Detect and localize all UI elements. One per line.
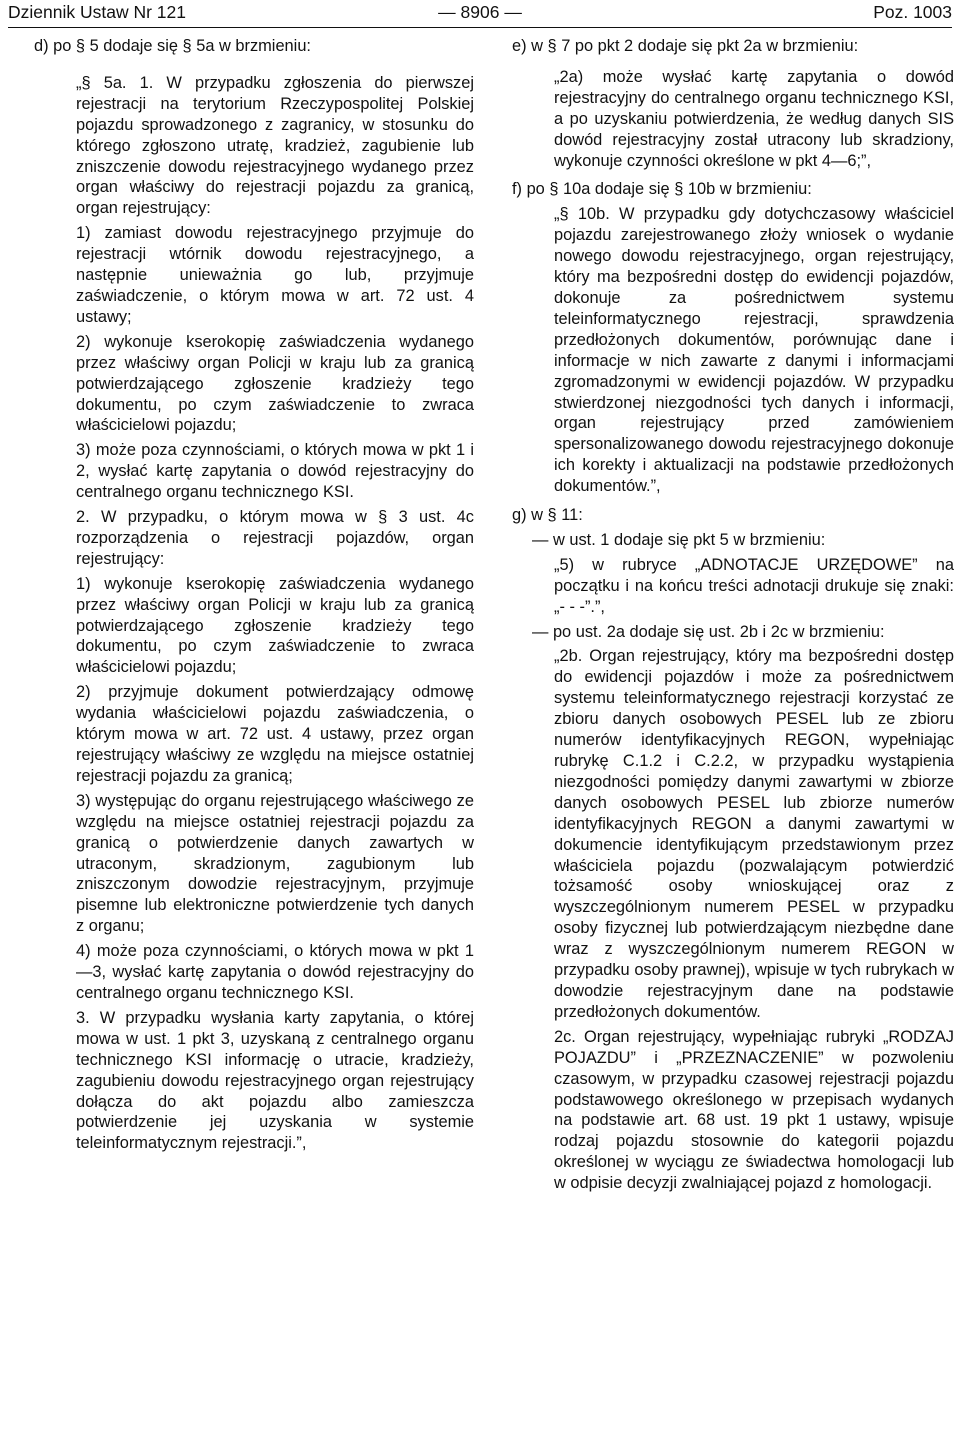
right-column bbox=[512, 36, 954, 1198]
section-5a-2-point-2: 2) przyjmuje dokument potwierdzający odmowę wydania właścicielowi pojazdu zaświadczenia, o którym mowa w art. 72 ust. 4 ustawy, przez organ rejestrujący właściwy ze względu na miejsce ostatniej rejestracji pojazdu za granicą; bbox=[76, 683, 474, 785]
position-number: Poz. 1003 bbox=[873, 2, 952, 22]
left-column bbox=[34, 36, 474, 1158]
page-number: — 8906 — bbox=[438, 2, 522, 22]
section-5a-paragraph-3: 3. W przypadku wysłania karty zapytania, o której mowa w ust. 1 pkt 3, uzyskaną z centralnego organu technicznego KSI informację o utracie, kradzieży, zagubieniu dowodu rejestracyjnego organ rejestrujący dołącza do akt pojazdu albo zamieszcza potwierdzenie jej uzyskania w systemie teleinformatycznym rejestracji.”, bbox=[76, 1008, 474, 1153]
section-5a-1-point-2: 2) wykonuje kserokopię zaświadczenia wydanego przez właściwy organ Policji w kraju lub za granicą potwierdzającego zgłoszenie kradzieży tego dokumentu, po czym zaświadczenie to zwraca właścicielowi pojazdu; bbox=[76, 332, 474, 435]
section-10b: „§ 10b. W przypadku gdy dotychczasowy właściciel pojazdu zarejestrowanego złoży wniosek o wydanie nowego dowodu rejestracyjnego, organ rejestrujący, który ma bezpośredni dostęp do ewidencji pojazdów, dokonuje za pośrednictwem systemu teleinformatycznego rejestracji, sprawdzenia przedłożonych dokumentów, porównując dane i informacje w nich zawarte z danymi i informacjami zgromadzonymi w ewidencji pojazdów. W przypadku stwierdzonej niezgodności tych danych i informacji, organ rejestrujący przed zamówieniem spersonalizowanego dowodu rejestracyjnego dokonuje ich korekty i aktualizacji na podstawie przedłożonych dokumentów.”, bbox=[554, 205, 954, 496]
page-header bbox=[8, 0, 952, 24]
point-2a: „2a) może wysłać kartę zapytania o dowód rejestracyjny do centralnego organu technicznego KSI, a po uzyskaniu potwierdzenia, że według danych SIS dowód rejestracyjny został utracony lub skradziony, wykonuje czynności określone w pkt 4—6;”, bbox=[554, 67, 954, 170]
journal-title: Dziennik Ustaw Nr 121 bbox=[8, 2, 186, 22]
paragraph-2c: 2c. Organ rejestrujący, wypełniając rubryki „RODZAJ POJAZDU” i „PRZEZNACZENIE” w pozwoleniu czasowym, w przypadku czasowej rejestracji pojazdu podstawowego określonego w przepisach wydanych na podstawie art. 68 ust. 19 pkt 1 ustawy, wpisuje rodzaj pojazdu stosownie do kategorii pojazdu określonej w wyciągu ze świadectwa homologacji lub w odpisie decyzji zwalniającej pojazd z homologacji. bbox=[554, 1027, 954, 1193]
amendment-g-dash-1: — w ust. 1 dodaje się pkt 5 w brzmieniu: bbox=[532, 530, 826, 549]
amendment-e-intro: e) w § 7 po pkt 2 dodaje się pkt 2a w brzmieniu: bbox=[512, 37, 859, 55]
section-5a-2-point-3: 3) występując do organu rejestrującego właściwego ze względu na miejsce ostatniej rejestracji pojazdu za granicą o potwierdzenie danych zawartych w utraconym, skradzionym, zagubionym lub zniszczonym dowodzie rejestracyjnym, przyjmuje pisemne lub elektroniczne potwierdzenie tych danych z organu; bbox=[76, 791, 474, 936]
section-5a-1-point-1: 1) zamiast dowodu rejestracyjnego przyjmuje do rejestracji wtórnik dowodu rejestracyjnego, a następnie unieważnia go lub, przyjmuje zaświadczenie, o którym mowa w art. 72 ust. 4 ustawy; bbox=[76, 224, 474, 326]
amendment-g-intro: g) w § 11: bbox=[512, 506, 583, 525]
amendment-f-intro: f) po § 10a dodaje się § 10b w brzmieniu: bbox=[512, 180, 812, 199]
paragraph-2b: „2b. Organ rejestrujący, który ma bezpośredni dostęp do ewidencji pojazdów i może za pośrednictwem systemu teleinformatycznego rejestracji korzystać ze zbioru danych osobowych PESEL lub ze zbioru numerów identyfikacyjnych REGON, wypełniając rubrykę C.1.2 i C.2.2, w przypadku wystąpienia niezgodności pomiędzy danymi zawartymi w zbiorze danych osobowych PESEL lub zbiorze numerów identyfikacyjnych REGON a danymi zawartymi w dokumencie identyfikującym przedstawionym przez właściciela pojazdu (pozwalającym potwierdzić tożsamość osoby wnioskującej oraz z wyszczególnionym numerem PESEL w przypadku osoby fizycznej lub potwierdzającym niezbędne dane wraz z wyszczególnionym numerem REGON w przypadku osoby prawnej), wpisuje w tych rubrykach w dowodzie rejestracyjnym dane na podstawie przedłożonych dokumentów. bbox=[554, 647, 954, 1021]
section-5a-2-point-4: 4) może poza czynnościami, o których mowa w pkt 1—3, wysłać kartę zapytania o dowód rejestracyjny do centralnego organu technicznego KSI. bbox=[76, 942, 474, 1002]
header-rule bbox=[8, 27, 952, 28]
section-5a-1-point-3: 3) może poza czynnościami, o których mowa w pkt 1 i 2, wysłać kartę zapytania o dowód rejestracyjny do centralnego organu technicznego KSI. bbox=[76, 441, 474, 502]
amendment-g-dash-2: — po ust. 2a dodaje się ust. 2b i 2c w brzmieniu: bbox=[532, 622, 885, 641]
section-5a-paragraph-1: „§ 5a. 1. W przypadku zgłoszenia do pierwszej rejestracji na terytorium Rzeczypospolitej Polskiej pojazdu sprowadzonego z zagranicy, w stosunku do którego zgłoszono utratę, kradzież, zagubienie lub zniszczenie dowodu rejestracyjnego wydanego przez organ właściwy do rejestracji pojazdu za granicą, organ rejestrujący: bbox=[76, 73, 474, 218]
section-5a-paragraph-2: 2. W przypadku, o którym mowa w § 3 ust. 4c rozporządzenia o rejestracji pojazdów, organ rejestrujący: bbox=[76, 508, 474, 568]
point-5: „5) w rubryce „ADNOTACJE URZĘDOWE” na początku i na końcu treści adnotacji drukuje się znaki: „- - -”.”, bbox=[554, 555, 954, 616]
amendment-d-intro: d) po § 5 dodaje się § 5a w brzmieniu: bbox=[34, 37, 311, 55]
section-5a-2-point-1: 1) wykonuje kserokopię zaświadczenia wydanego przez właściwy organ Policji w kraju lub za granicą potwierdzającego zgłoszenie kradzieży tego dokumentu, po czym zaświadczenie to zwraca właścicielowi pojazdu; bbox=[76, 574, 474, 677]
